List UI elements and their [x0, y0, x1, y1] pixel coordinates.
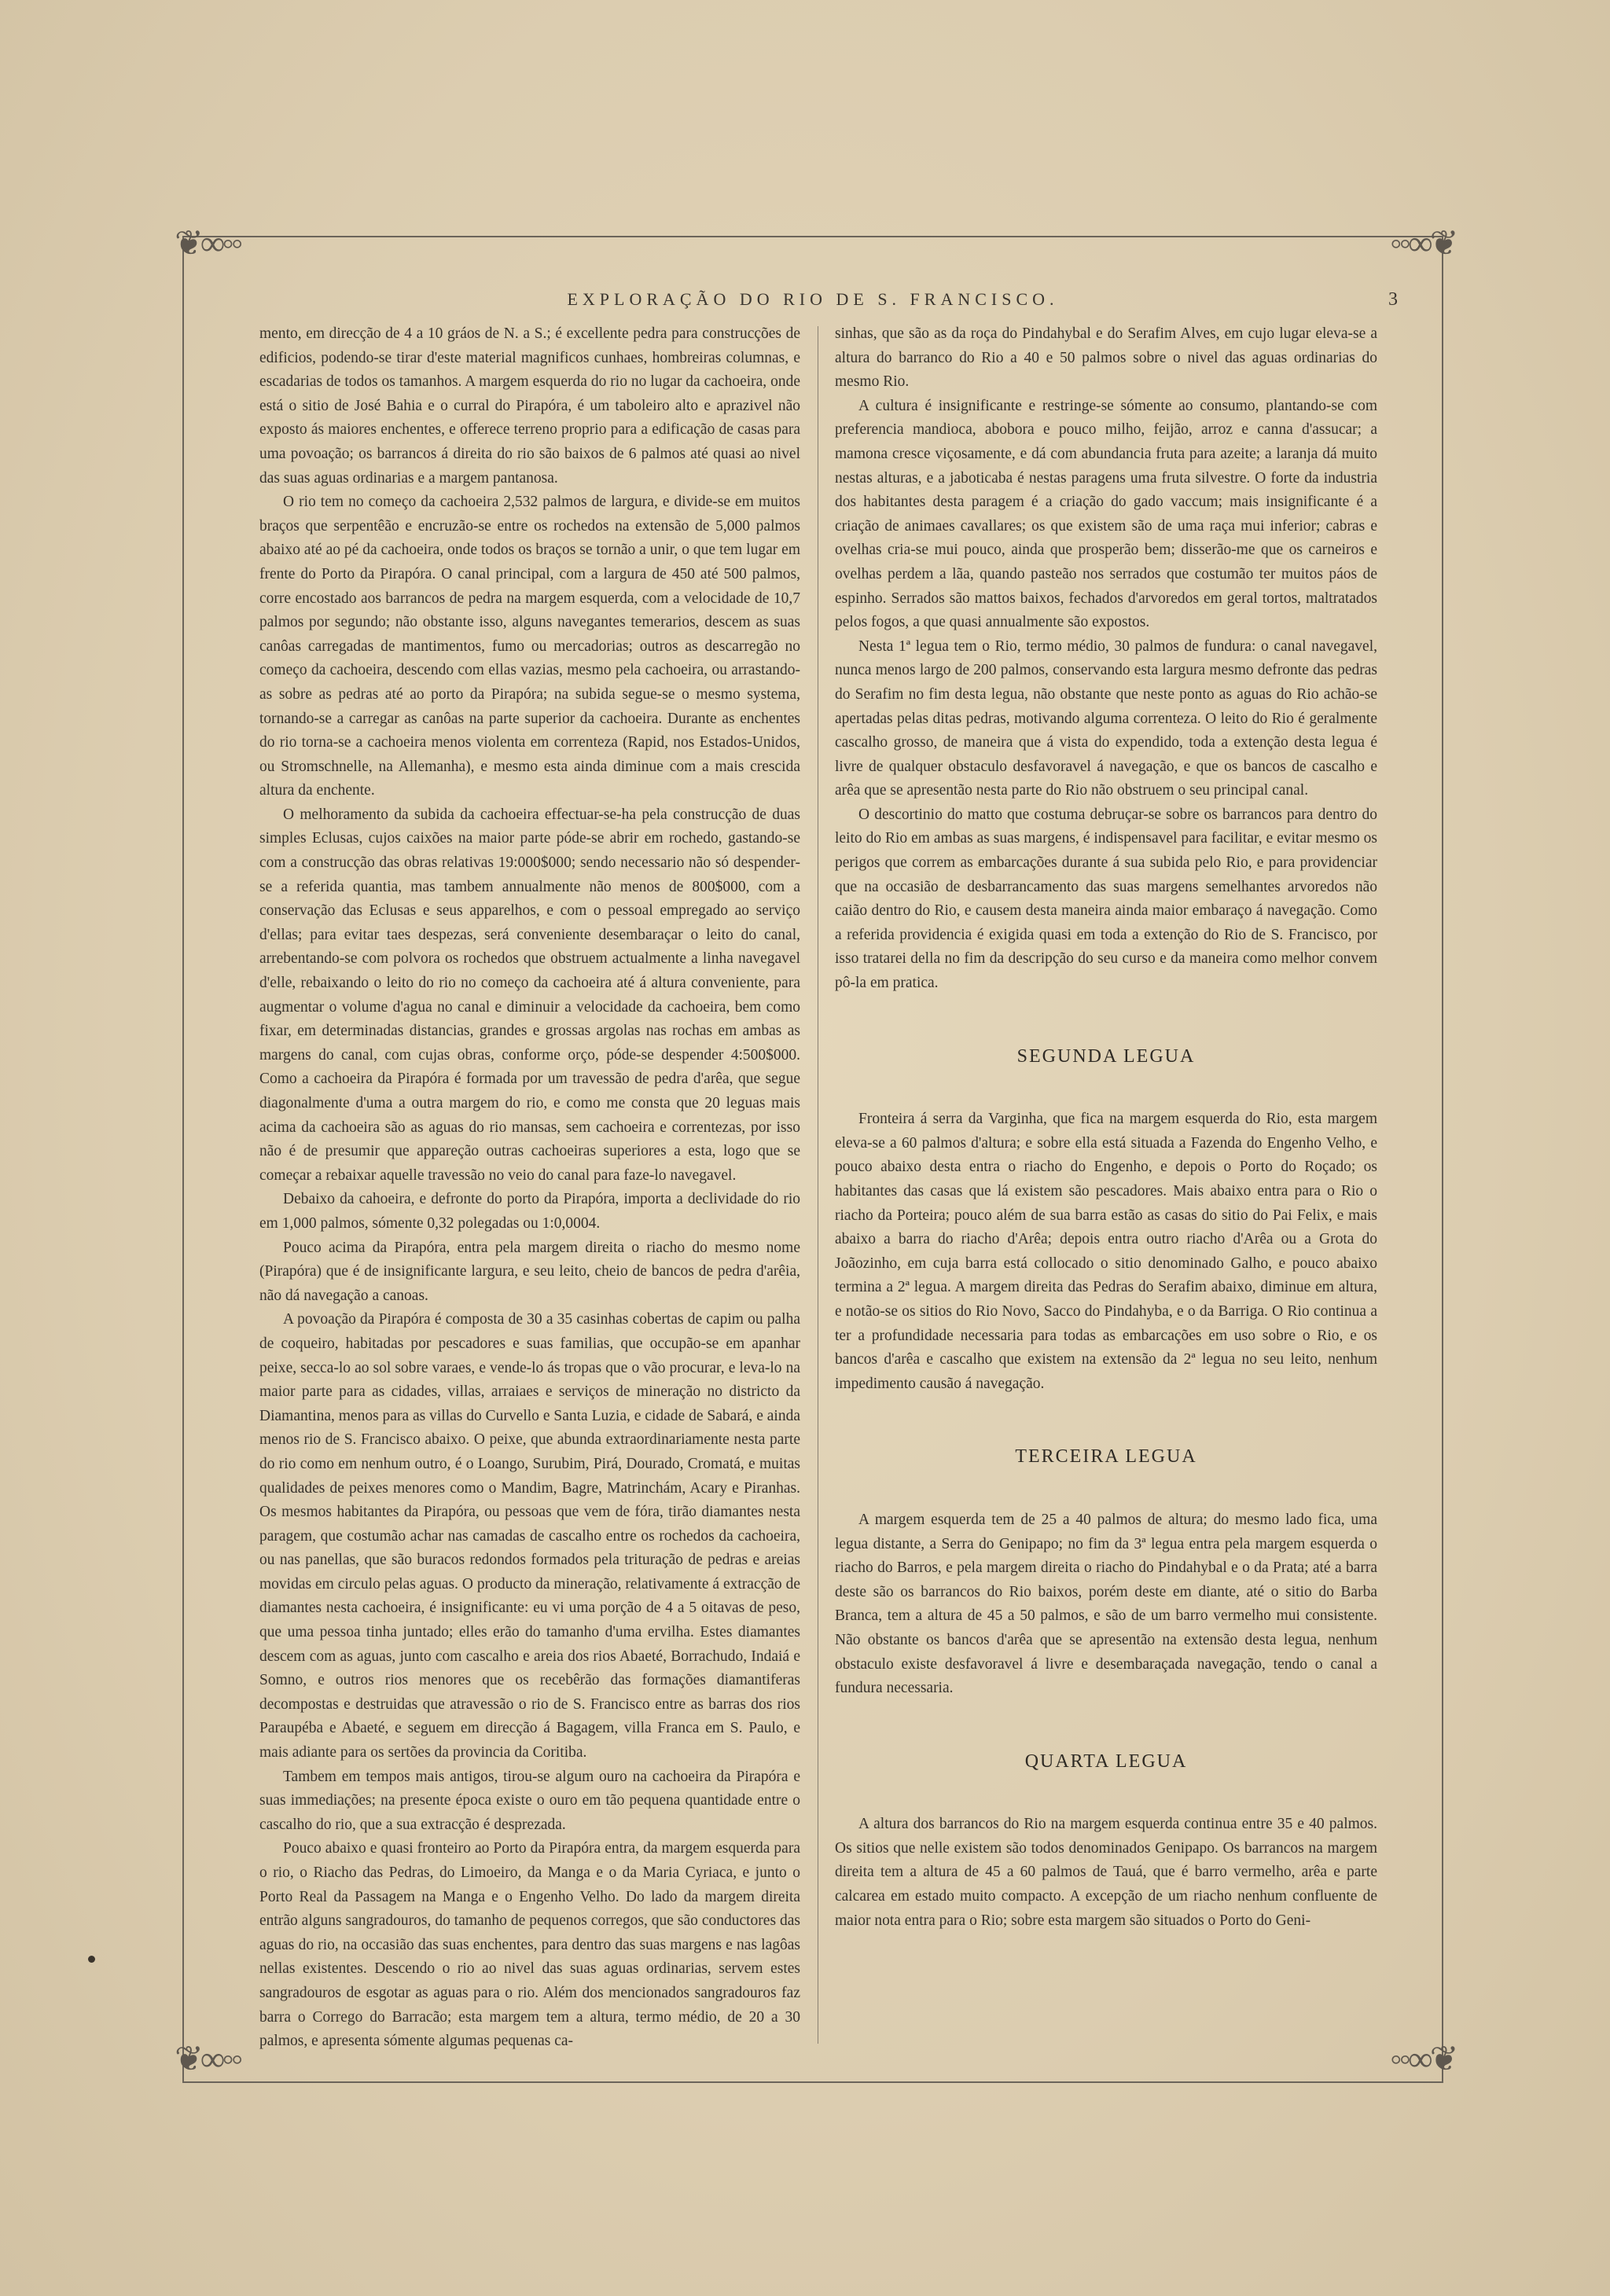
paragraph: Pouco acima da Pirapóra, entra pela margem direita o riacho do mesmo nome (Pirapóra) que é de insignificante largura, e seu leito, cheio de bancos de pedra d'arêia, não dá navegação a canoas. [259, 1239, 800, 1304]
section-title-terceira-legua: TERCEIRA LEGUA [1015, 1446, 1197, 1468]
paragraph: Fronteira á serra da Varginha, que fica na margem esquerda do Rio, esta margem eleva-se a 60 palmos d'altura; e sobre ella está situada a Fazenda do Engenho Velho, e pouco abaixo desta entra o riacho do Engenho, e depois o Porto do Roçado; os habitantes das casas que lá existem são pescadores. Mais abaixo entra para o Rio o riacho da Porteira; pouco além de sua barra estão as casas do sitio do Pai Felix, e mais abaixo a barra do riacho d'Arêa; depois entra outro riacho d'Arêa ou a Grota do Joãozinho, em cuja barra está collocado o sitio denominado Galho, e pouco abaixo termina a 2ª legua. A margem direita das Pedras do Serafim abaixo, diminue em altura, e notão-se os sitios do Rio Novo, Sacco do Pindahyba, e o da Barriga. O Rio continua a ter a profundidade necessaria para todas as embarcações em uso sobre o Rio, e os bancos d'arêa e cascalho que existem na extensão da 2ª legua no seu leito, nenhum impedimento causão á navegação. [835, 1111, 1377, 1392]
paragraph: A povoação da Pirapóra é composta de 30 a 35 casinhas cobertas de capim ou palha de coqueiro, habitadas por pescadores e suas familias, que occupão-se em apanhar peixe, secca-lo ao sol sobre varaes, e vende-lo ás tropas que o vão procurar, e leva-lo na maior parte para as cidades, villas, arraiaes e serviços de mineração no districto da Diamantina, menos para as villas do Curvello e Santa Luzia, e cidade de Sabará, e ainda menos rio de S. Francisco abaixo. O peixe, que abunda extraordinariamente nesta parte do rio como em nenhum outro, é o Loango, Surubim, Pirá, Dourado, Cromatá, e muitas qualidades de peixes menores como o Mandim, Bagre, Matrinchám, Acary e Piranhas. Os mesmos habitantes da Pirapóra, ou pessoas que vem de fóra, tirão diamantes nesta paragem, que costumão achar nas camadas de cascalho entre os rochedos da cachoeira, ou nas panellas, que são buracos redondos formados pela trituração de pedras e areias movidas em circulo pelas aguas. O producto da mineração, relativamente á extracção de diamantes nesta cachoeira, é insignificante: eu vi uma porção de 4 a 5 oitavas de peso, que uma pessoa tinha juntado; elles erão do tamanho d'uma ervilha. Estes diamantes descem com as aguas, junto com cascalho e areia dos rios Abaeté, Borrachudo, Indaiá e Somno, e outros rios menores que os recebêrão das formações diamantiferas decompostas e destruidas que atravessão o rio de S. Francisco entre as barras dos rios Paraupéba e Abaeté, e seguem em direcção á Bagagem, villa Franca em S. Paulo, e mais adiante para os sertões da provincia da Coritiba. [259, 1311, 800, 1761]
paragraph: Pouco abaixo e quasi fronteiro ao Porto da Pirapóra entra, da margem esquerda para o rio, o Riacho das Pedras, do Limoeiro, da Manga e o da Maria Cyriaca, e junto o Porto Real da Passagem na Manga e o Engenho Velho. Do lado da margem direita entrão alguns sangradouros, do tamanho de pequenos corregos, que são conductores das aguas do rio, na occasião das suas enchentes, para dentro das suas margens e nas lagôas nellas existentes. Descendo o rio ao nivel das suas aguas ordinarias, servem estes sangradouros de esgotar as aguas para o rio. Além dos mencionados sangradouros faz barra o Corrego do Barracão; esta margem tem a altura, termo médio, de 20 a 30 palmos, e apresenta sómente algumas pequenas ca- [259, 1840, 800, 2050]
paragraph: O descortinio do matto que costuma debruçar-se sobre os barrancos para dentro do leito do Rio em ambas as suas margens, é indispensavel para facilitar, e evitar mesmo os perigos que correm as embarcações durante á sua subida pelo Rio, e para providenciar que na occasião de desbarrancamento das suas margens semelhantes arvoredos não caião dentro do Rio, e causem desta maneira ainda maior embaraço á navegação. Como a referida providencia é exigida quasi em toda a extenção do Rio de S. Francisco, por isso tratarei della no fim da descripção do seu curso e da maneira como melhor convem pô-la em pratica. [835, 806, 1377, 992]
corner-ornament-bottom-right: ◦◦∞❦ [1390, 2040, 1456, 2078]
paragraph: A altura dos barrancos do Rio na margem esquerda continua entre 35 e 40 palmos. Os sitios que nelle existem são todos denominados Genipapo. Os barrancos na margem direita tem a altura de 45 a 60 palmos de Tauá, que é barro vermelho, arêa e parte calcarea em estado muito compacto. A excepção de um riacho nenhum confluente de maior nota entra para o Rio; sobre esta margem são situados o Porto do Geni- [835, 1816, 1377, 1929]
paragraph: mento, em direcção de 4 a 10 gráos de N. a S.; é excellente pedra para construcções de edificios, podendo-se tirar d'este material magnificos cunhaes, hombreiras columnas, e escadarias de todos os tamanhos. A margem esquerda do rio no lugar da cachoeira, onde está o sitio de José Bahia e o curral do Pirapóra, é um taboleiro alto e aprazivel não exposto ás maiores enchentes, e offerece terreno proprio para a edificação de casas para uma povoação; os barrancos á direita do rio são baixos de 6 palmos até quasi ao nivel das suas aguas ordinarias e a margem pantanosa. [259, 325, 800, 487]
paragraph: A cultura é insignificante e restringe-se sómente ao consumo, plantando-se com preferencia mandioca, abobora e pouco milho, feijão, arroz e canna d'assucar; a mamona cresce viçosamente, e dá com abundancia fruta para azeite; a laranja dá muito nestas alturas, e a jaboticaba é nestas paragens uma fruta silvestre. O forte da industria dos habitantes desta paragem é a criação do gado vaccum; mais insignificante é a criação de animaes cavallares; os que existem são de uma raça mui inferior; cabras e ovelhas cria-se mui pouco, ainda que prosperão bem; disserão-me que os carneiros e ovelhas perdem a lãa, quando pasteão nos serrados que costumão ter muitos páos de espinho. Serrados são mattos baixos, fechados d'arvoredos em geral tortos, maltratados pelos fogos, a que quasi annualmente são expostos. [835, 397, 1377, 631]
corner-ornament-top-left: ❦∞◦◦ [175, 224, 241, 263]
paragraph: A margem esquerda tem de 25 a 40 palmos de altura; do mesmo lado fica, uma legua distante, a Serra do Genipapo; no fim da 3ª legua entra pela margem esquerda o riacho do Barros, e pela margem direita o riacho do Pindahybal e o da Prata; até a barra deste são os barrancos do Rio baixos, porém deste em diante, até o sitio do Barba Branca, tem a altura de 45 a 50 palmos, e são de um barro vermelho mui consistente. Não obstante os bancos d'arêa que se apresentão na extensão desta legua, nenhum obstaculo existe desfavoravel á livre e desembaraçada navegação, tendo o canal a fundura necessaria. [835, 1511, 1377, 1697]
paragraph: sinhas, que são as da roça do Pindahybal e do Serafim Alves, em cujo lugar eleva-se a altura do barranco do Rio a 40 e 50 palmos sobre o nivel das aguas ordinarias do mesmo Rio. [835, 325, 1377, 391]
running-title: EXPLORAÇÃO DO RIO DE S. FRANCISCO. [567, 289, 1059, 309]
page-number: 3 [1388, 289, 1398, 310]
page-header [182, 289, 1443, 321]
paragraph: Nesta 1ª legua tem o Rio, termo médio, 30 palmos de fundura: o canal navegavel, nunca menos largo de 200 palmos, conservando esta largura mesmo defronte das pedras do Serafim no fim desta legua, não obstante que neste ponto as aguas do Rio achão-se apertadas pelas ditas pedras, motivando alguma correnteza. O leito do Rio é geralmente cascalho grosso, de maneira que á vista do expendido, toda a extenção desta legua é livre de qualquer obstaculo desfavoravel á navegação, e que os bancos de cascalho e arêa que se apresentão nesta parte do Rio não obstruem o seu principal canal. [835, 637, 1377, 799]
ink-spot [88, 1956, 95, 1963]
paragraph: O rio tem no começo da cachoeira 2,532 palmos de largura, e divide-se em muitos braços que serpentêão e encruzão-se entre os rochedos na extensão de 5,000 palmos abaixo até ao pé da cachoeira, onde todos os braços se tornão a unir, o que tem lugar em frente do Porto da Pirapóra. O canal principal, com a largura de 450 até 500 palmos, corre encostado aos barrancos de pedra na margem esquerda, com a velocidade de 10,7 palmos por segundo; não obstante isso, alguns navegantes temerarios, descem as suas canôas carregadas de mantimentos, fumo ou mercadorias; outros as descarregão no começo da cachoeira, descendo com ellas vazias, mesmo pela cachoeira, ou arrastando-as sobre as pedras até ao porto da Pirapóra; na subida segue-se o mesmo systema, tornando-se a carregar as canôas na parte superior da cachoeira. Durante as enchentes do rio torna-se a cachoeira menos violenta em correnteza (Rapid, nos Estados-Unidos, ou Stromschnelle, na Allemanha), e mesmo esta ainda diminue com a mais crescida altura da enchente. [259, 494, 800, 799]
corner-ornament-top-right: ◦◦∞❦ [1390, 224, 1456, 263]
paragraph: Debaixo da cahoeira, e defronte do porto da Pirapóra, importa a declividade do rio em 1,000 palmos, sómente 0,32 polegadas ou 1:0,0004. [259, 1191, 800, 1232]
left-column [259, 322, 800, 2054]
paragraph: O melhoramento da subida da cachoeira effectuar-se-ha pela construcção de duas simples Eclusas, cujos caixões na maior parte póde-se abrir em rochedo, gastando-se com a construcção das obras relativas 19:000$000; sendo necessario não só despender-se a referida quantia, mas tambem annualmente não menos de 800$000, com a conservação das Eclusas e seus apparelhos, e com o pessoal empregado ao serviço d'ellas; para evitar taes despezas, será conveniente desembaraçar o leito do canal, arrebentando-se com polvora os rochedos que obstruem actualmente a linha navegavel d'elle, rebaixando o leito do rio no começo da cachoeira até á altura conveniente, para augmentar o volume d'agua no canal e diminuir a velocidade da cachoeira, bem como fixar, em determinadas distancias, grandes e grossas argolas nas rochas em ambas as margens do canal, com cujas obras, conforme orço, póde-se despender 4:500$000. Como a cachoeira da Pirapóra é formada por um travessão de pedra d'arêa, que segue diagonalmente d'uma a outra margem do rio, e como me consta que 20 leguas mais acima da cachoeira são as aguas do rio mansas, sem cachoeira e correntezas, por isso não é de presumir que appareção outras cachoeiras superiores a esta, logo que se começar a rebaixar aquelle travessão no veio do canal para faze-lo navegavel. [259, 806, 800, 1184]
right-column [835, 322, 1377, 1933]
paragraph: Tambem em tempos mais antigos, tirou-se algum ouro na cachoeira da Pirapóra e suas immediações; na presente época existe o ouro em tão pequena quantidade entre o cascalho do rio, que a sua extracção é desprezada. [259, 1768, 800, 1833]
corner-ornament-bottom-left: ❦∞◦◦ [175, 2040, 241, 2078]
section-title-segunda-legua: SEGUNDA LEGUA [1016, 1045, 1196, 1067]
section-title-quarta-legua: QUARTA LEGUA [1024, 1750, 1188, 1772]
